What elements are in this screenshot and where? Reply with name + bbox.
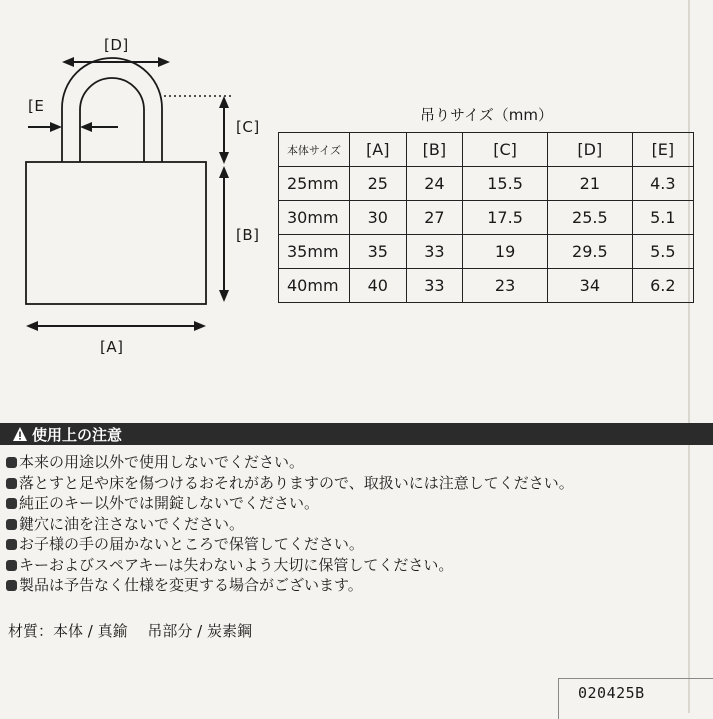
- note-text: 純正のキー以外では開錠しないでください。: [19, 494, 320, 512]
- table-row: [279, 235, 694, 269]
- dimension-label-d: [D]: [104, 36, 129, 54]
- row-size: 30mm: [279, 201, 350, 235]
- table-row: [279, 201, 694, 235]
- header-c: [C]: [463, 133, 548, 167]
- cell-a: 40: [350, 269, 407, 303]
- cell-c: 23: [463, 269, 548, 303]
- note-text: お子様の手の届かないところで保管してください。: [19, 535, 364, 553]
- bullet-icon: [6, 519, 17, 530]
- list-item: [6, 452, 574, 473]
- material-info: 材質：本体 / 真鍮 吊部分 / 炭素鋼: [8, 622, 252, 640]
- cell-b: 33: [406, 269, 463, 303]
- cell-b: 24: [406, 167, 463, 201]
- note-text: 鍵穴に油を注さないでください。: [19, 514, 245, 533]
- fold-line: [688, 0, 690, 713]
- table-row: [279, 167, 694, 201]
- cell-e: 5.1: [632, 201, 693, 235]
- caution-header: [0, 423, 713, 445]
- size-table-header-row: [279, 133, 694, 167]
- bullet-icon: [6, 580, 17, 591]
- caution-notes-list: [6, 452, 574, 596]
- header-body-size: 本体サイズ: [279, 133, 350, 167]
- header-a: [A]: [350, 133, 407, 167]
- cell-a: 25: [350, 167, 407, 201]
- cell-c: 17.5: [463, 201, 548, 235]
- note-text: 落とすと足や床を傷つけるおそれがありますので、取扱いには注意してください。: [19, 473, 574, 492]
- cell-e: 4.3: [632, 167, 693, 201]
- list-item: [6, 473, 574, 494]
- size-table: [278, 132, 694, 303]
- cell-d: 29.5: [547, 235, 632, 269]
- cell-a: 35: [350, 235, 407, 269]
- cell-e: 5.5: [632, 235, 693, 269]
- list-item: [6, 514, 574, 535]
- bullet-icon: [6, 539, 17, 550]
- size-table-title: 吊りサイズ（mm）: [420, 106, 554, 124]
- list-item: [6, 555, 574, 576]
- note-text: 製品は予告なく仕様を変更する場合がございます。: [19, 576, 363, 594]
- cell-e: 6.2: [632, 269, 693, 303]
- list-item: [6, 534, 574, 555]
- dimension-label-c: [C]: [236, 118, 260, 136]
- cell-c: 15.5: [463, 167, 548, 201]
- row-size: 40mm: [279, 269, 350, 303]
- note-text: キーおよびスペアキーは失わないよう大切に保管してください。: [19, 555, 454, 574]
- dimension-label-a: [A]: [100, 338, 124, 356]
- header-d: [D]: [547, 133, 632, 167]
- cell-c: 19: [463, 235, 548, 269]
- header-b: [B]: [406, 133, 463, 167]
- shackle-outline: [62, 58, 162, 162]
- cell-d: 21: [547, 167, 632, 201]
- cell-b: 27: [406, 201, 463, 235]
- warning-icon: [12, 426, 28, 442]
- table-row: [279, 269, 694, 303]
- lock-body: [26, 162, 206, 304]
- list-item: [6, 493, 574, 514]
- cell-d: 25.5: [547, 201, 632, 235]
- bullet-icon: [6, 498, 17, 509]
- bullet-icon: [6, 478, 17, 489]
- product-code: 020425B: [578, 684, 645, 702]
- list-item: [6, 575, 574, 596]
- shackle-inner: [80, 78, 144, 162]
- bullet-icon: [6, 560, 17, 571]
- header-e: [E]: [632, 133, 693, 167]
- padlock-dimension-diagram: [0, 0, 280, 360]
- note-text: 本来の用途以外で使用しないでください。: [19, 453, 305, 471]
- dimension-label-e: [E: [28, 97, 45, 115]
- dimension-label-b: [B]: [236, 226, 260, 244]
- bullet-icon: [6, 457, 17, 468]
- row-size: 25mm: [279, 167, 350, 201]
- row-size: 35mm: [279, 235, 350, 269]
- cell-b: 33: [406, 235, 463, 269]
- cell-d: 34: [547, 269, 632, 303]
- cell-a: 30: [350, 201, 407, 235]
- caution-title: 使用上の注意: [32, 426, 123, 444]
